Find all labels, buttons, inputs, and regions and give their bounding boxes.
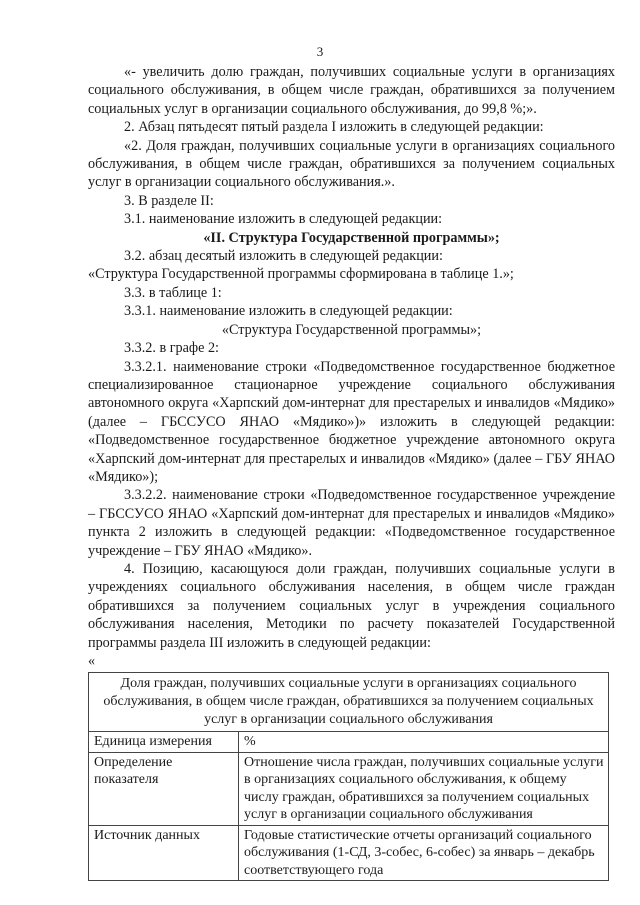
paragraph-item-3-3: 3.3. в таблице 1:: [124, 284, 222, 301]
paragraph-item-3-3-2: 3.3.2. в графе 2:: [124, 340, 219, 357]
paragraph-item-4: 4. Позицию, касающуюся доли граждан, получивших социальные услуги в учреждениях социального обслуживания населения, в общем числе граждан обратившихся за получением социальных услуг в учреждения социального обслуживания населения, Методики по расчету показателей Государственной программы раздела III изложить в следующей редакции:: [88, 560, 615, 651]
table-title-quote: «Структура Государственной программы»;: [221, 321, 482, 338]
table-header-row: [89, 673, 609, 732]
table-row: [89, 732, 609, 753]
section-heading: «II. Структура Государственной программы»;: [203, 229, 500, 246]
document-body: [88, 63, 615, 881]
table-row: [89, 752, 609, 825]
paragraph-item-3-3-2-2: 3.3.2.2. наименование строки «Подведомственное государственное учреждение – ГБССУСО ЯНАО «Харпский дом-интернат для престарелых и инвалидов «Мядико» пункта 2 изложить в следующей редакции: «Подведомственное государственное учреждение – ГБУ ЯНАО «Мядико».: [88, 487, 615, 559]
paragraph-item-3-1: 3.1. наименование изложить в следующей редакции:: [124, 211, 443, 228]
paragraph-item-2: 2. Абзац пятьдесят пятый раздела I изложить в следующей редакции:: [124, 119, 544, 136]
paragraph-item-3: 3. В разделе II:: [124, 192, 214, 209]
table-header-cell: Доля граждан, получивших социальные услуги в организациях социального обслуживания, в общем числе граждан, обратившихся за получением социальных услуг в организации социального обслуживания: [89, 673, 609, 732]
paragraph-item-3-2: 3.2. абзац десятый изложить в следующей редакции:: [124, 248, 443, 265]
table-row-value: Годовые статистические отчеты организаций социального обслуживания (1-СД, 3-собес, 6-собес) за январь – декабрь соответствующего года: [239, 825, 609, 881]
paragraph-item-3-2-text: «Структура Государственной программы сформирована в таблице 1.»;: [88, 266, 514, 283]
paragraph-item-3-3-1: 3.3.1. наименование изложить в следующей редакции:: [124, 303, 453, 320]
table-row: [89, 825, 609, 881]
paragraph-target-value: «- увеличить долю граждан, получивших социальные услуги в организациях социального обслуживания, в общем числе граждан, обратившихся за получением социальных услуг в организации социального обслуживания, до 99,8 %;».: [88, 64, 615, 117]
table-row-label: Источник данных: [89, 825, 239, 881]
paragraph-item-3-3-2-1: 3.3.2.1. наименование строки «Подведомственное государственное бюджетное специализированное стационарное учреждение социального обслуживания автономного округа «Харпский дом-интернат для престарелых и инвалидов «Мядико» (далее – ГБССУСО ЯНАО «Мядико»)» изложить в следующей редакции: «Подведомственное государственное бюджетное учреждение автономного округа «Харпский дом-интернат для престарелых и инвалидов «Мядико» (далее – ГБУ ЯНАО «Мядико»);: [88, 358, 615, 485]
indicator-table: [88, 672, 609, 881]
table-row-label: Определение показателя: [89, 752, 239, 825]
table-row-value: Отношение числа граждан, получивших социальные услуги в организациях социального обслуживания, к общему числу граждан, обратившихся за получением социальных услуг в организации социального обслуживания: [239, 752, 609, 825]
paragraph-item-2-text: «2. Доля граждан, получивших социальные услуги в организациях социального обслуживания, в общем числе граждан, обратившихся за получением социальных услуг в организации социального обслуживания.».: [88, 137, 615, 191]
quote-open-mark: «: [88, 653, 96, 669]
table-row-label: Единица измерения: [89, 732, 239, 753]
table-row-value: %: [239, 732, 609, 753]
page-number: 3: [316, 44, 324, 59]
